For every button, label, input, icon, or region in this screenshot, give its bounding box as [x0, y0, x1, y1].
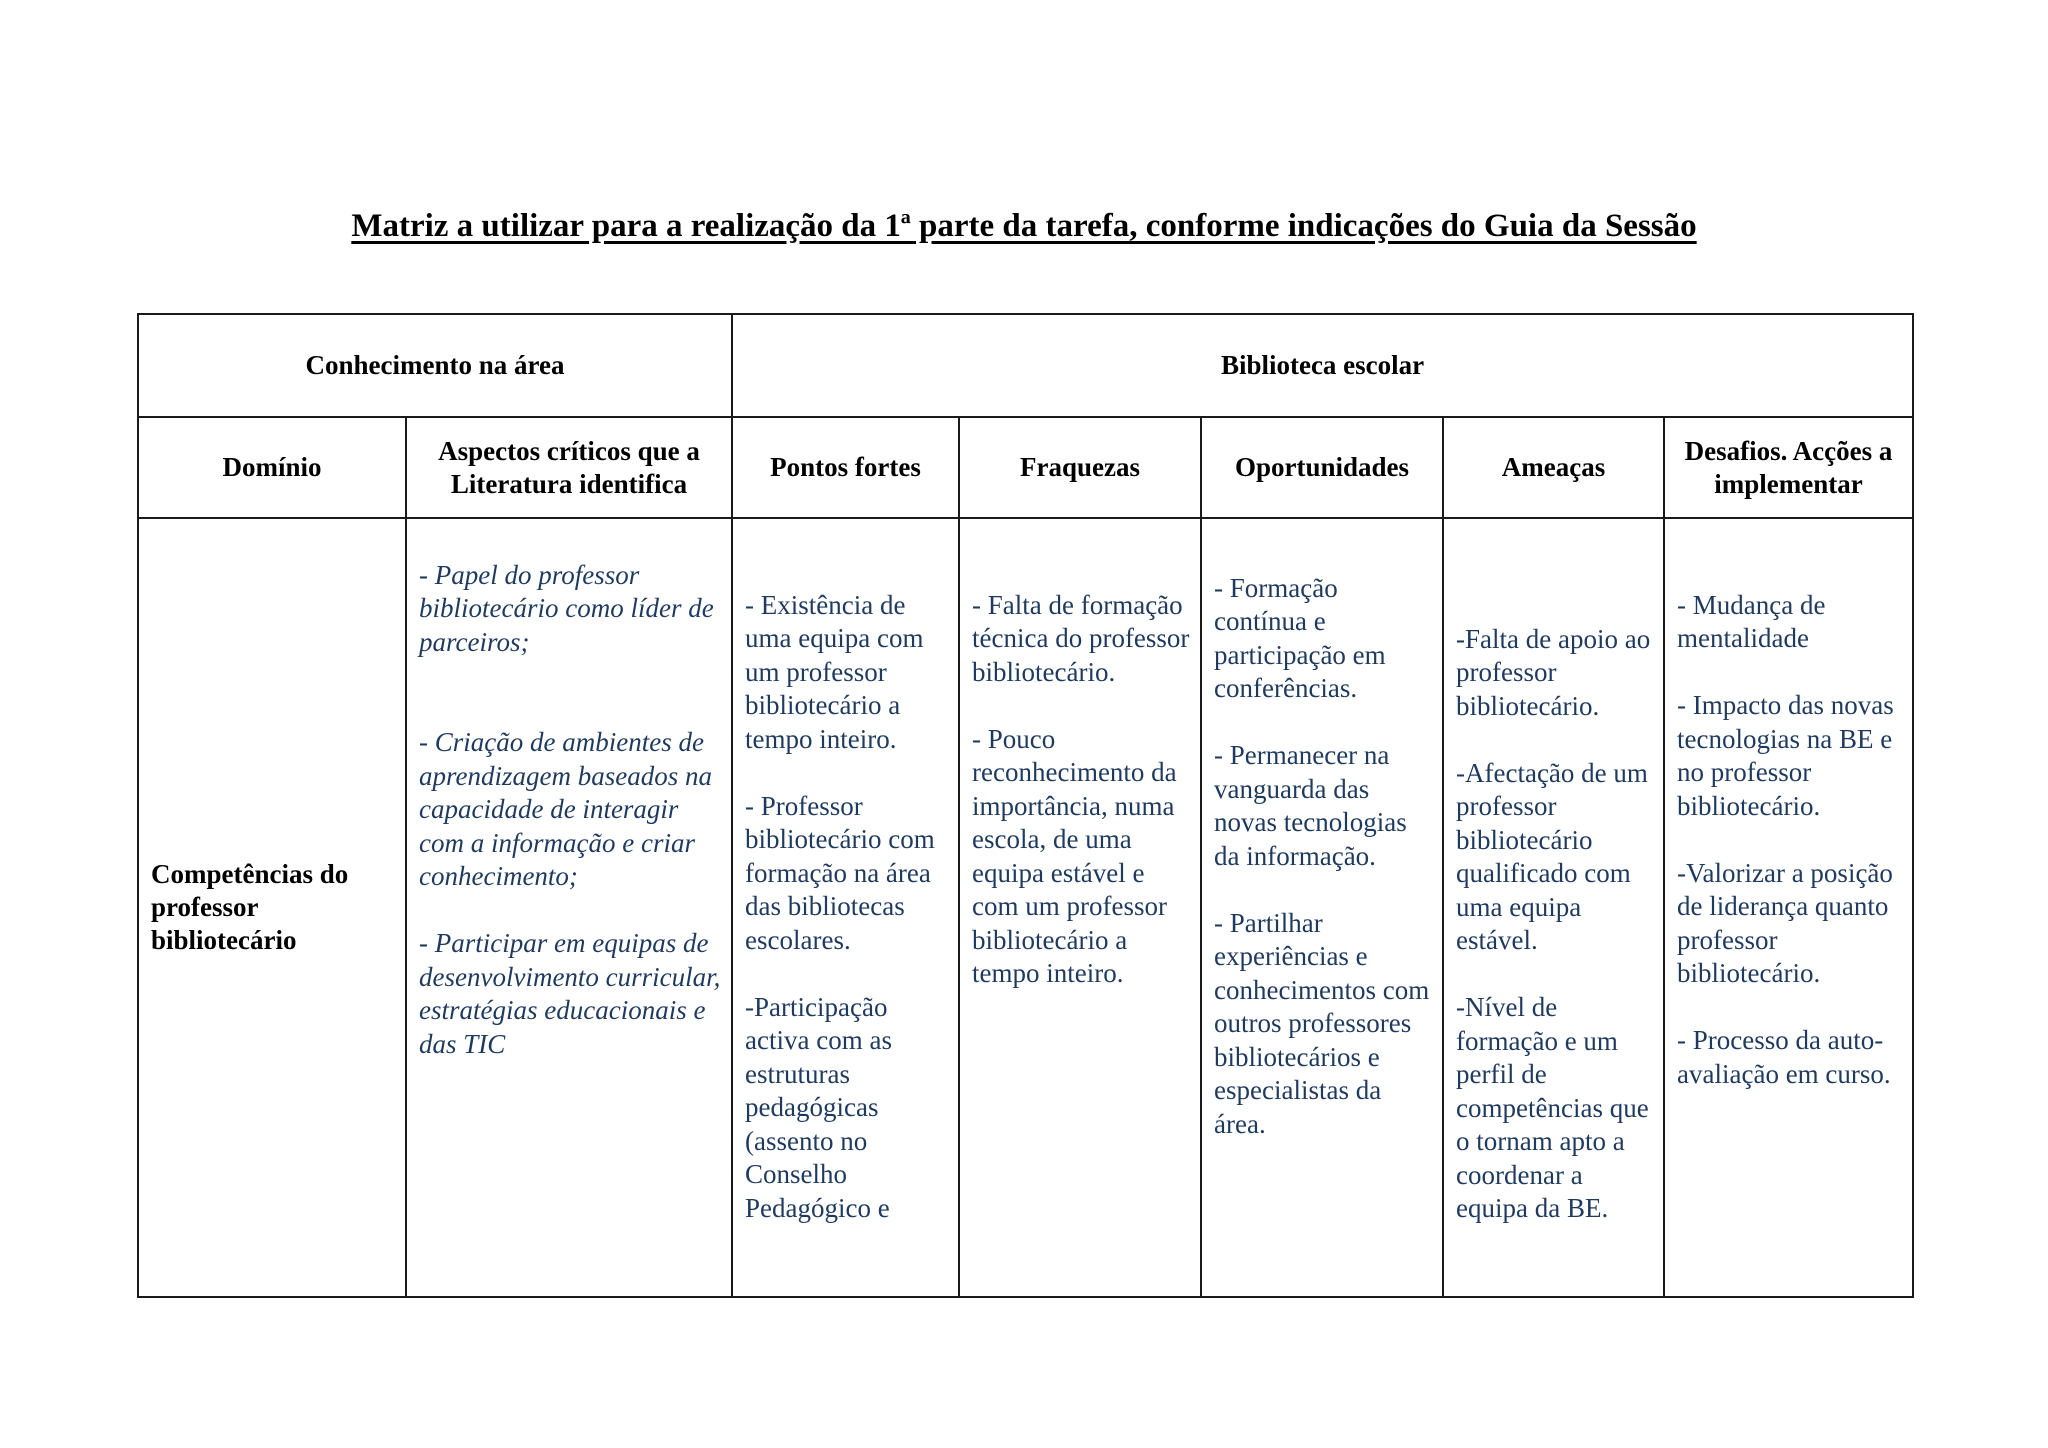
column-header-fraquezas: Fraquezas — [959, 417, 1201, 518]
cell-pontos-fortes — [732, 518, 959, 1297]
column-header-desafios: Desafios. Acções a implementar — [1664, 417, 1913, 518]
column-header-row — [138, 417, 1913, 518]
group-header-conhecimento: Conhecimento na área — [138, 314, 732, 417]
fraquezas-text: - Falta de formação técnica do professor bibliotecário. - Pouco reconhecimento da importância, numa escola, de uma equipa estável e com um professor bibliotecário a tempo inteiro. — [972, 589, 1190, 988]
cell-fraquezas — [959, 518, 1201, 1297]
oportunidades-text: - Formação contínua e participação em conferências. - Permanecer na vanguarda das novas tecnologias da informação. - Partilhar experiências e conhecimentos com outros professores bibliotecários e especialistas da área. — [1214, 572, 1430, 1139]
ameacas-text: -Falta de apoio ao professor bibliotecário. -Afectação de um professor bibliotecário qualificado com uma equipa estável. -Nível de formação e um perfil de competências que o tornam apto a coordenar a equipa da BE. — [1456, 623, 1651, 1223]
column-header-aspectos: Aspectos críticos que a Literatura identifica — [406, 417, 732, 518]
column-header-dominio: Domínio — [138, 417, 406, 518]
group-header-biblioteca: Biblioteca escolar — [732, 314, 1913, 417]
column-header-pontos-fortes: Pontos fortes — [732, 417, 959, 518]
cell-dominio: Competências do professor bibliotecário — [138, 518, 406, 1297]
group-header-row — [138, 314, 1913, 417]
table-row — [138, 518, 1913, 1297]
pontos-fortes-text: - Existência de uma equipa com um professor bibliotecário a tempo inteiro. - Professor bibliotecário com formação na área das bibliotecas escolares. -Participação activa com as estruturas pedagógicas (assento no Conselho Pedagógico e — [745, 589, 935, 1223]
desafios-text: - Mudança de mentalidade - Impacto das novas tecnologias na BE e no professor bibliotecário. -Valorizar a posição de liderança quanto professor bibliotecário. - Processo da auto-avaliação em curso. — [1677, 589, 1894, 1089]
swot-matrix-table — [137, 313, 1914, 1298]
cell-aspectos — [406, 518, 732, 1297]
column-header-ameacas: Ameaças — [1443, 417, 1664, 518]
page-title: Matriz a utilizar para a realização da 1ª parte da tarefa, conforme indicações do Guia da Sessão — [351, 208, 1697, 244]
column-header-oportunidades: Oportunidades — [1201, 417, 1443, 518]
cell-ameacas — [1443, 518, 1664, 1297]
cell-desafios — [1664, 518, 1913, 1297]
cell-oportunidades — [1201, 518, 1443, 1297]
aspectos-text: - Papel do professor bibliotecário como líder de parceiros; - Criação de ambientes de aprendizagem baseados na capacidade de interagir com a informação e criar conhecimento; - Participar em equipas de desenvolvimento curricular, estratégias educacionais e das TIC — [419, 559, 721, 1059]
